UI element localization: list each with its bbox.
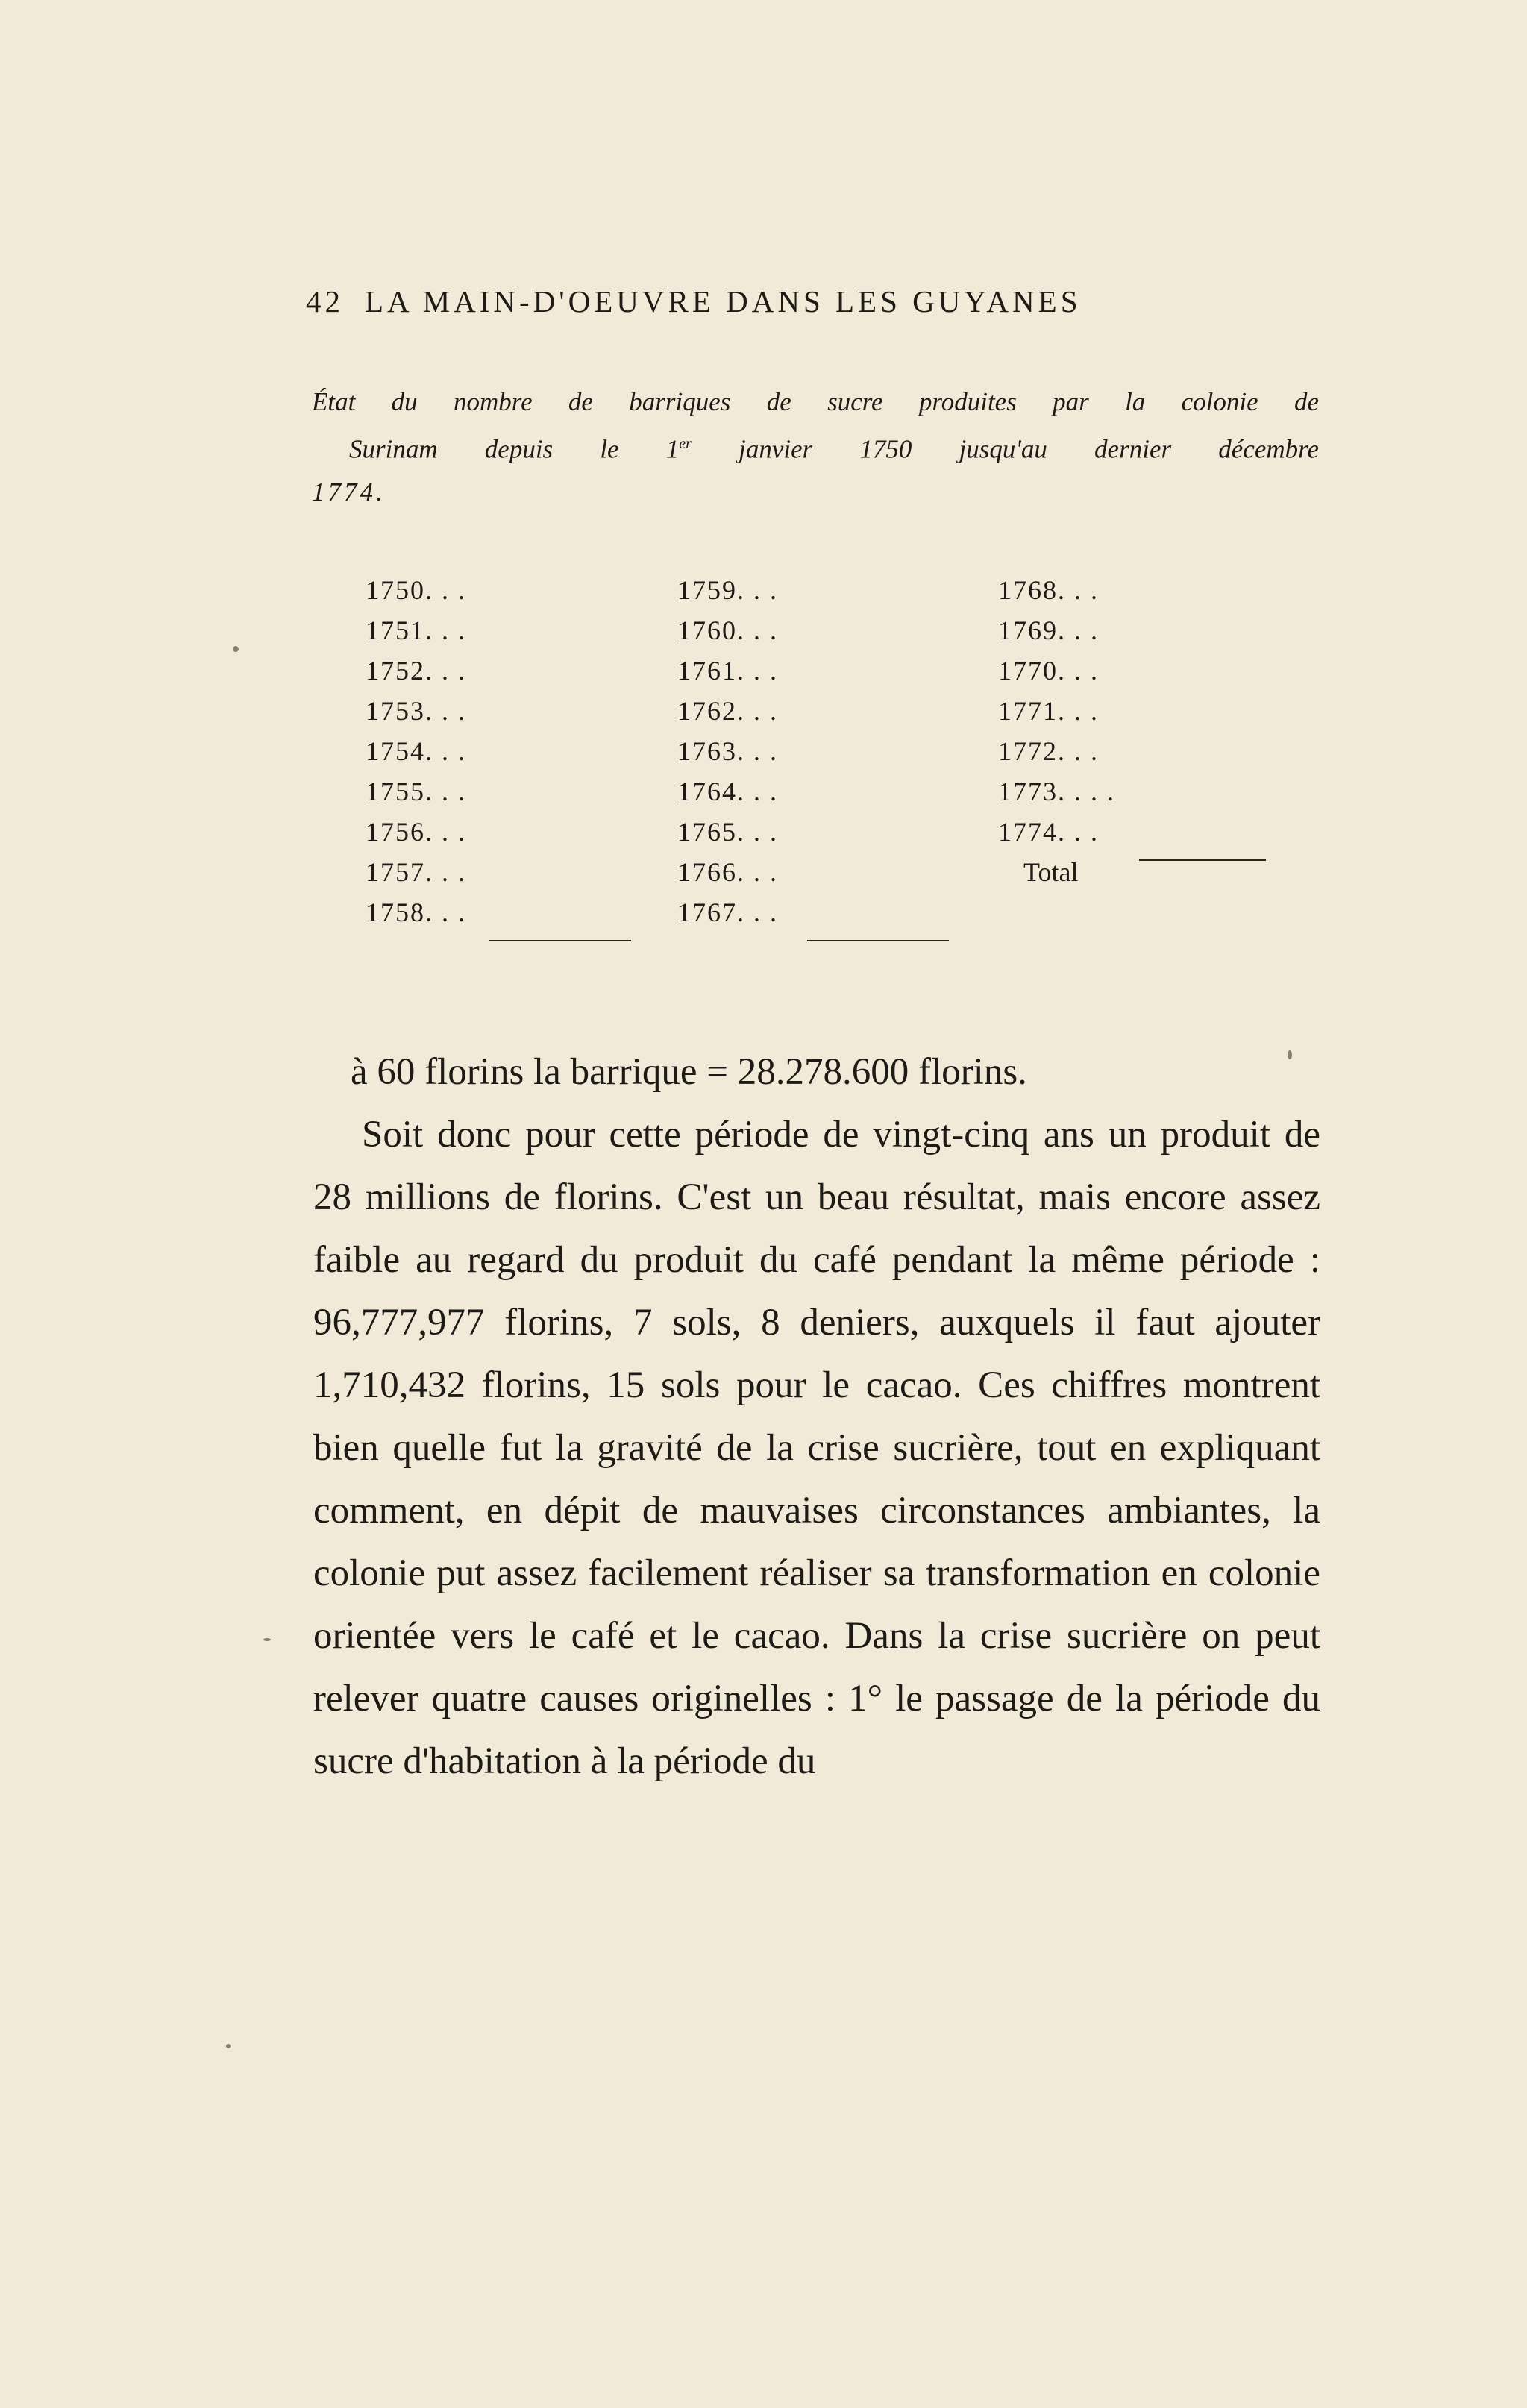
year-cell: 1767. . . (677, 897, 778, 927)
year-cell: 1773. . . . (998, 777, 1115, 806)
caption-line-3: 1774. (312, 477, 386, 507)
year-cell: 1765. . . (677, 817, 778, 847)
year-cell: 1766. . . (677, 857, 778, 887)
page-speck (1288, 1050, 1292, 1059)
year-cell: 1762. . . (677, 696, 778, 726)
year-cell: 1758. . . (366, 897, 466, 927)
caption-line-2: Surinam depuis le 1er janvier 1750 jusqu'au dernier décembre (349, 434, 1319, 464)
year-cell: 1764. . . (677, 777, 778, 806)
year-cell: 1751. . . (366, 615, 466, 645)
year-cell: 1750. . . (366, 575, 466, 605)
year-cell: 1771. . . (998, 696, 1099, 726)
year-cell: 1756. . . (366, 817, 466, 847)
year-cell: 1757. . . (366, 857, 466, 887)
year-cell: 1770. . . (998, 656, 1099, 686)
page-speck (263, 1638, 271, 1641)
year-cell: 1769. . . (998, 615, 1099, 645)
table-caption (312, 380, 1319, 513)
total-rule (1139, 859, 1266, 861)
price-line: à 60 florins la barrique = 28.278.600 florins. (351, 1051, 1027, 1093)
year-cell: 1763. . . (677, 736, 778, 766)
year-cell: 1754. . . (366, 736, 466, 766)
year-cell: 1772. . . (998, 736, 1099, 766)
carry-rule (489, 940, 631, 941)
caption-line-1: État du nombre de barriques de sucre produites par la colonie de (312, 387, 1319, 416)
body-text (313, 1041, 1320, 1793)
year-cell: 1753. . . (366, 696, 466, 726)
page-speck (233, 646, 239, 652)
year-cell: 1761. . . (677, 656, 778, 686)
carry-rule (807, 940, 949, 941)
year-cell: 1760. . . (677, 615, 778, 645)
year-cell: 1774. . . (998, 817, 1099, 847)
running-title: LA MAIN-D'OEUVRE DANS LES GUYANES (365, 284, 1082, 319)
paragraph: Soit donc pour cette période de vingt-cinq ans un produit de 28 millions de florins. C'est un beau résultat, mais encore assez faible au regard du produit du café pendant la même période : 96,777,977 florins, 7 sols, 8 deniers, auxquels il faut ajouter 1,710,432 florins, 15 sols pour le cacao. Ces chiffres montrent bien quelle fut la gravité de la crise sucrière, tout en expliquant comment, en dépit de mauvaises circonstances ambiantes, la colonie put assez facilement réaliser sa transformation en colonie orientée vers le café et le cacao. Dans la crise sucrière on peut relever quatre causes originelles : 1° le passage de la période du sucre d'habitation à la période du (313, 1114, 1320, 1782)
year-cell: 1752. . . (366, 656, 466, 686)
year-cell: 1759. . . (677, 575, 778, 605)
page-speck (226, 2044, 231, 2048)
page-number: 42 (306, 284, 344, 319)
year-cell: 1768. . . (998, 575, 1099, 605)
year-cell: 1755. . . (366, 777, 466, 806)
running-header (306, 283, 1237, 319)
total-label: Total (1023, 857, 1079, 887)
